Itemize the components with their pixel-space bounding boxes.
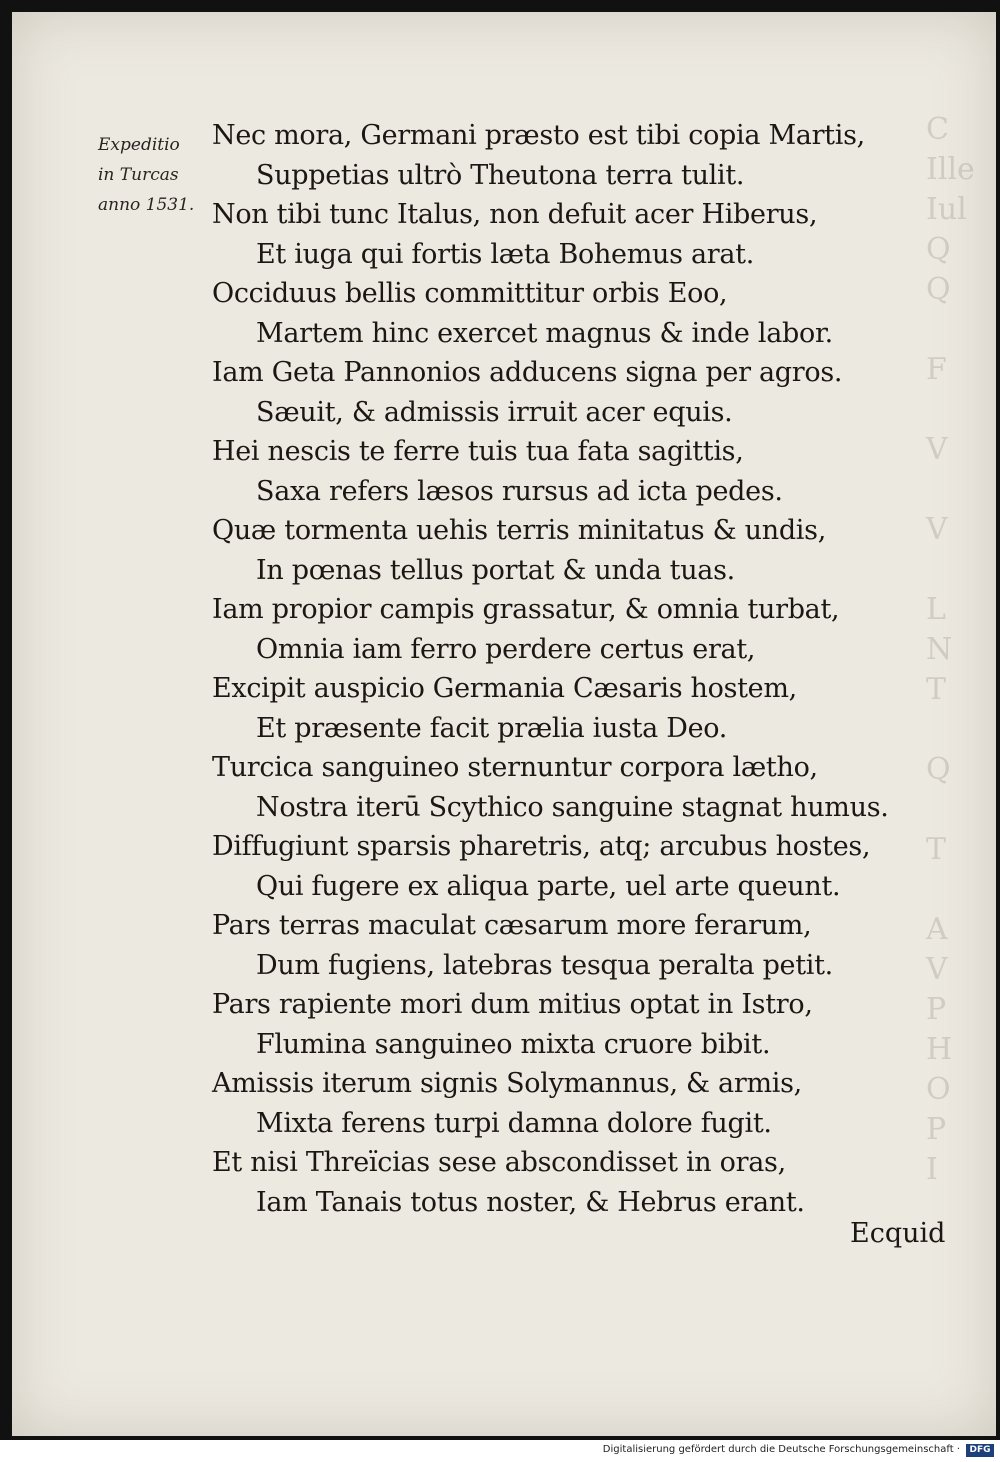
verse-line: Dum fugiens, latebras tesqua peralta petit. [256,949,833,981]
marginal-note [98,130,218,220]
verse-line: Nostra iterū Scythico sanguine stagnat humus. [256,791,889,823]
verse-line: Pars terras maculat cæsarum more ferarum, [212,910,812,941]
verse-line: Diffugiunt sparsis pharetris, atq; arcubus hostes, [212,831,871,862]
footer-bar [0,1440,1000,1462]
verse-line: Iam propior campis grassatur, & omnia turbat, [212,594,840,625]
verse-line: Iam Geta Pannonios adducens signa per agros. [212,357,843,388]
verse-line: Occiduus bellis committitur orbis Eoo, [212,278,728,309]
poem-text [212,116,952,1222]
marginal-note-line: in Turcas [98,165,179,185]
verse-line: Suppetias ultrò Theutona terra tulit. [256,159,745,191]
verse-line: Turcica sanguineo sternuntur corpora lætho, [212,752,818,783]
verse-line: Et nisi Threïcias sese abscondisset in oras, [212,1147,786,1178]
verse-line: Qui fugere ex aliqua parte, uel arte queunt. [256,870,841,902]
verse-line: Nec mora, Germani præsto est tibi copia Martis, [212,120,865,151]
book-page [12,12,996,1436]
marginal-note-line: anno 1531. [98,195,195,215]
verse-line: Iam Tanais totus noster, & Hebrus erant. [256,1186,805,1218]
verse-line: Sæuit, & admissis irruit acer equis. [256,396,733,428]
bleed-through-text: C Ille Iul Q Q F V V L N T Q T A V P H O P I [926,112,975,1187]
verse-line: Hei nescis te ferre tuis tua fata sagittis, [212,436,744,467]
verse-line: Saxa refers læsos rursus ad icta pedes. [256,475,783,507]
verse-line: Omnia iam ferro perdere certus erat, [256,633,756,665]
funding-notice: Digitalisierung gefördert durch die Deutsche Forschungsgemeinschaft · [602,1444,960,1455]
verse-line: Non tibi tunc Italus, non defuit acer Hiberus, [212,199,818,230]
dfg-logo-icon[interactable]: DFG [966,1444,994,1457]
verse-line: Et iuga qui fortis læta Bohemus arat. [256,238,754,270]
verse-line: Et præsente facit prælia iusta Deo. [256,712,728,744]
verse-line: Pars rapiente mori dum mitius optat in Istro, [212,989,813,1020]
catchword: Ecquid [850,1218,946,1249]
verse-line: Amissis iterum signis Solymannus, & armis, [212,1068,802,1099]
verse-line: In pœnas tellus portat & unda tuas. [256,554,735,586]
marginal-note-line: Expeditio [98,135,180,155]
verse-line: Mixta ferens turpi damna dolore fugit. [256,1107,772,1139]
verse-line: Flumina sanguineo mixta cruore bibit. [256,1028,771,1060]
verse-line: Quæ tormenta uehis terris minitatus & undis, [212,515,826,546]
verse-line: Excipit auspicio Germania Cæsaris hostem, [212,673,797,704]
verse-line: Martem hinc exercet magnus & inde labor. [256,317,833,349]
